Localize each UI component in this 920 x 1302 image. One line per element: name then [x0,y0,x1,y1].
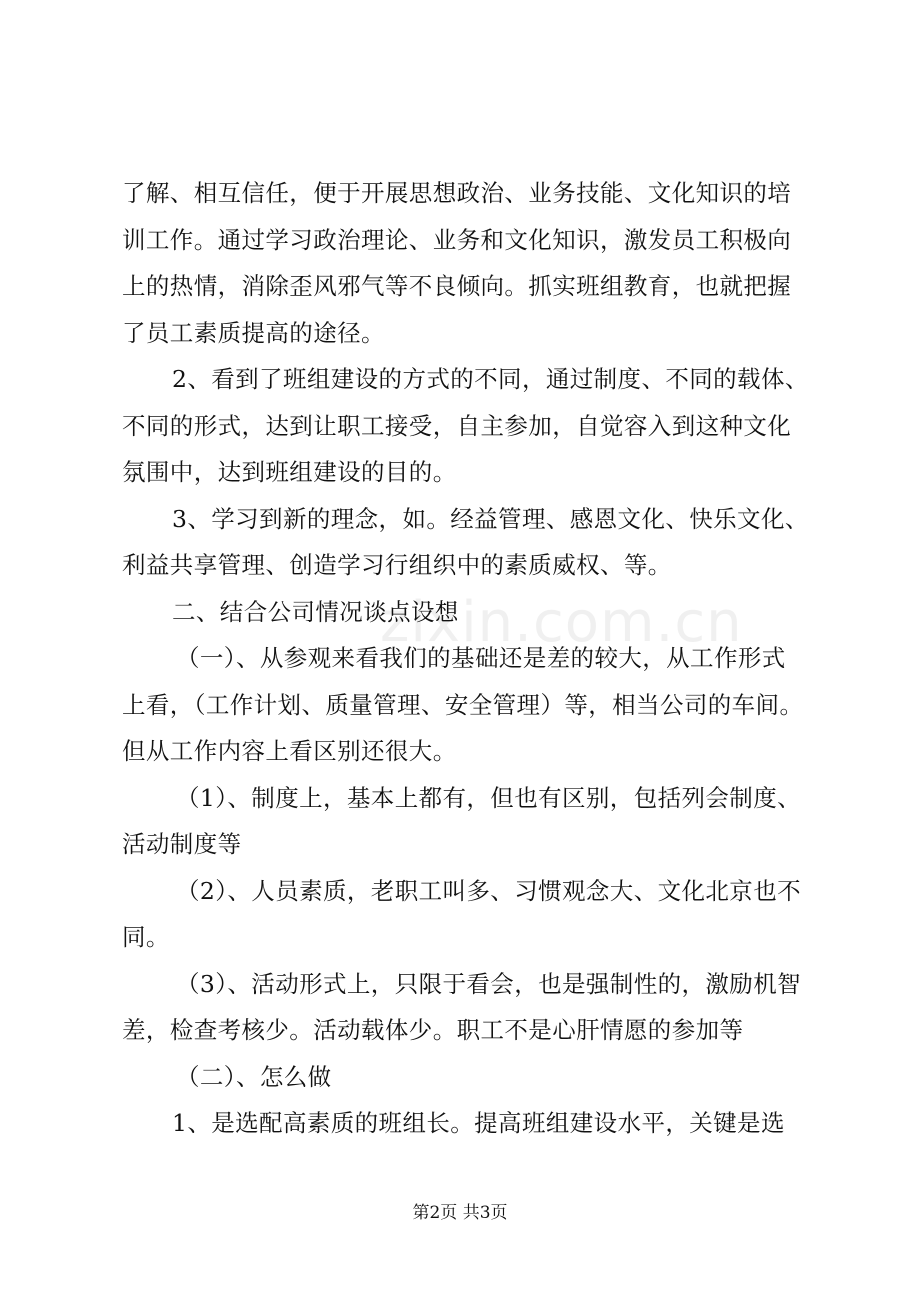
document-body [122,170,812,1147]
paragraph-line: 了解、相互信任，便于开展思想政治、业务技能、文化知识的培 [122,179,792,207]
paragraph-line: 利益共享管理、创造学习行组织中的素质威权、等。 [122,551,672,579]
page-number-footer: 第2页 共3页 [412,1203,508,1223]
paragraph-line: （1）、制度上，基本上都有，但也有区别，包括列会制度、 [176,783,802,812]
paragraph-line: （2）、人员素质，老职工叫多、习惯观念大、文化北京也不 [176,876,802,905]
paragraph-line: 上的热情，消除歪风邪气等不良倾向。抓实班组教育，也就把握 [122,272,792,300]
section-heading: 二、结合公司情况谈点设想 [172,597,459,626]
paragraph-line: 氛围中，达到班组建设的目的。 [122,458,457,486]
paragraph-line: 同。 [122,923,170,951]
paragraph-line: 上看，（工作计划、质量管理、安全管理）等，相当公司的车间。 [122,690,804,719]
paragraph-line: 1、是选配高素质的班组长。提高班组建设水平，关键是选 [172,1109,785,1137]
paragraph-line: 不同的形式，达到让职工接受，自主参加，自觉容入到这种文化 [122,411,792,440]
paragraph-line: 了员工素质提高的途径。 [122,318,385,347]
paragraph-line: 活动制度等 [122,830,242,858]
paragraph-line: 训工作。通过学习政治理论、业务和文化知识，激发员工积极向 [122,225,792,254]
section-heading: （二）、怎么做 [176,1062,332,1091]
paragraph-line: （3）、活动形式上，只限于看会，也是强制性的，激励机智 [176,969,802,998]
paragraph-line: 但从工作内容上看区别还很大。 [122,737,457,765]
paragraph-line: 2、看到了班组建设的方式的不同，通过制度、不同的载体、 [172,365,809,393]
watermark: zixin.com.cn [380,590,743,655]
paragraph-line: 3、学习到新的理念，如。经益管理、感恩文化、快乐文化、 [172,504,809,533]
paragraph-line: 差，检查考核少。活动载体少。职工不是心肝情愿的参加等 [122,1016,744,1044]
paragraph-line: （一）、从参观来看我们的基础还是差的较大，从工作形式 [176,644,786,672]
